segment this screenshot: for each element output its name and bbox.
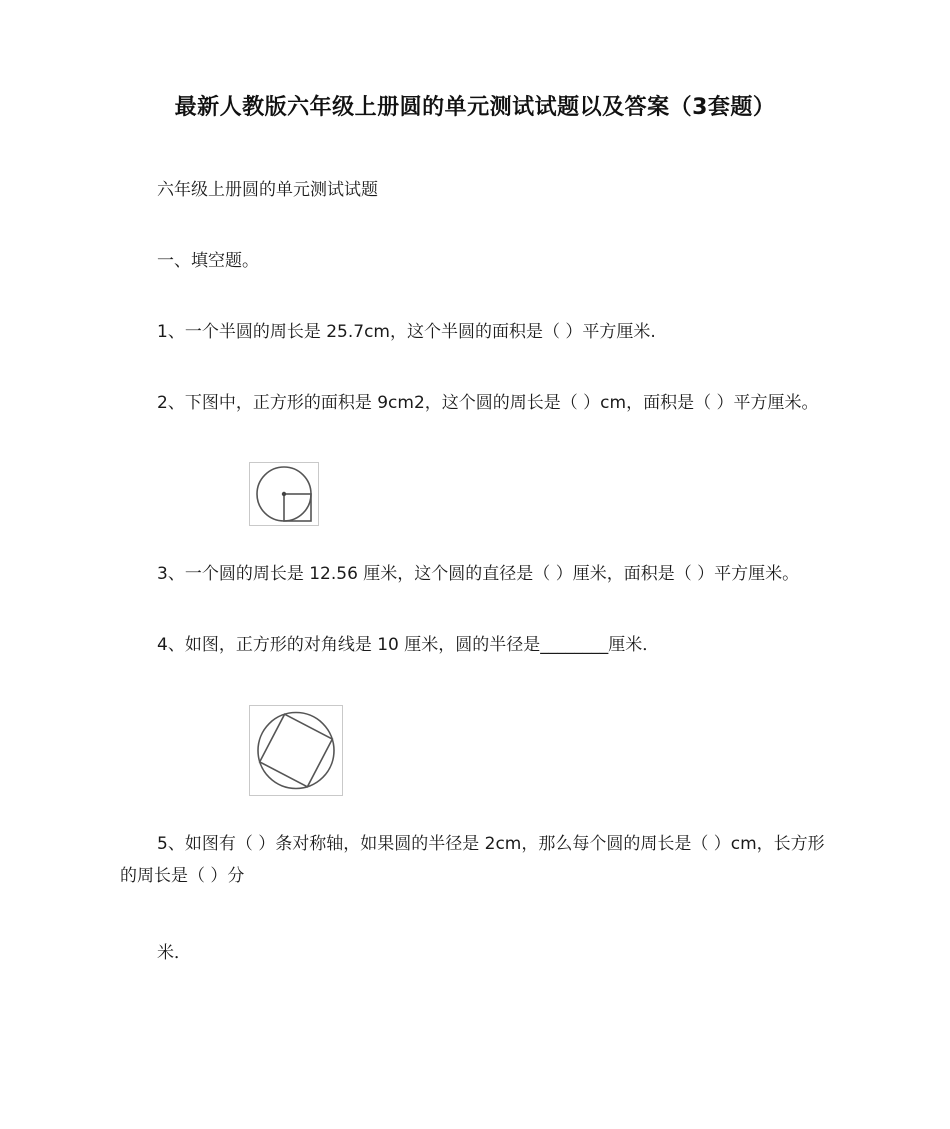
question-1: 1、一个半圆的周长是 25.7cm，这个半圆的面积是（ ）平方厘米. (157, 322, 656, 342)
question-3: 3、一个圆的周长是 12.56 厘米，这个圆的直径是（ ）厘米，面积是（ ）平方厘米。 (157, 564, 800, 584)
section-heading: 一、填空题。 (157, 251, 259, 271)
question-2: 2、下图中，正方形的面积是 9cm2，这个圆的周长是（ ）cm，面积是（ ）平方厘米。 (157, 393, 819, 413)
circle-with-inscribed-square-figure (249, 705, 343, 796)
question-5: 5、如图有（ ）条对称轴，如果圆的半径是 2cm，那么每个圆的周长是（ ）cm，长方形的周长是（ ）分 (120, 834, 825, 886)
subtitle: 六年级上册圆的单元测试试题 (157, 180, 378, 200)
question-5-continuation: 米． (157, 943, 191, 963)
document-title: 最新人教版六年级上册圆的单元测试试题以及答案（3套题） (174, 95, 776, 120)
circle-with-quarter-square-icon (250, 463, 318, 525)
question-4: 4、如图，正方形的对角线是 10 厘米，圆的半径是________厘米． (157, 635, 660, 655)
circle-with-quarter-square-figure (249, 462, 319, 526)
circle-with-inscribed-square-icon (250, 706, 342, 795)
